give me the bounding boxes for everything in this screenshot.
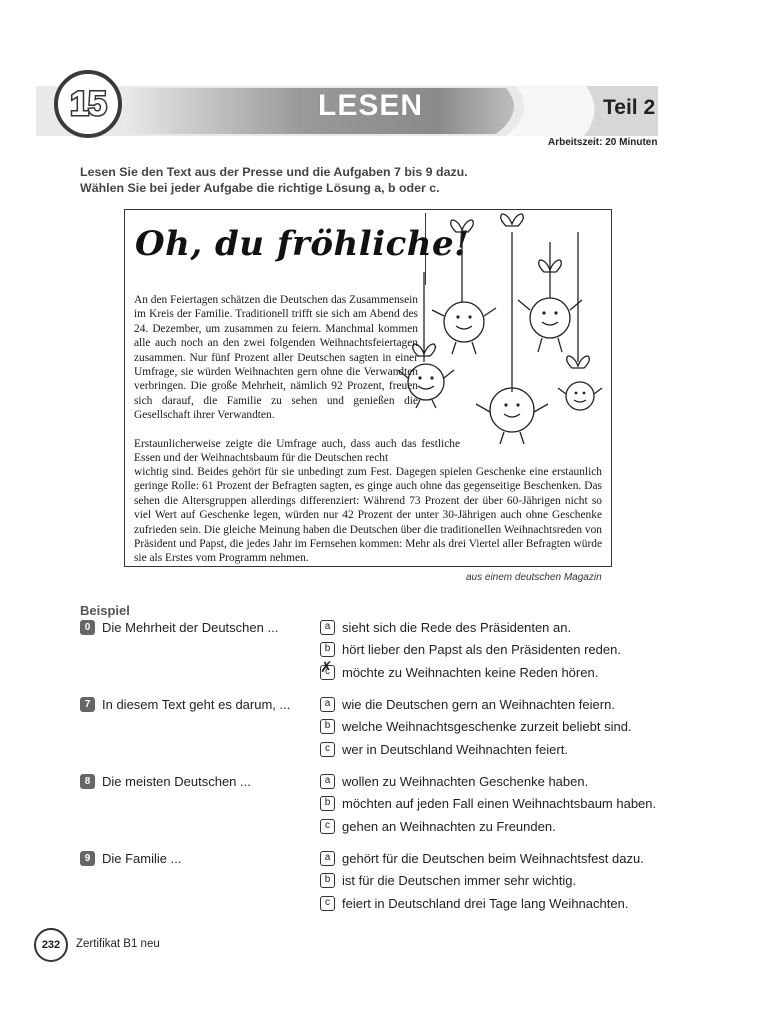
option-text: möchte zu Weihnachten keine Reden hören. <box>342 665 599 681</box>
article-paragraph: wichtig sind. Beides gehört für sie unbedingt zum Fest. Dagegen spielen Geschenke eine erstaunlich geringe Rolle: 61 Prozent der Befragten sagten, es ginge auch ohne das gegenseitige Beschenken. Das sehen die Altersgruppen allerdings differenziert: Während 73 Prozent der über 60-Jährigen nicht so viel Wert auf Geschenke legen, würden nur 42 Prozent der unter 30-Jährigen auch ohne Geschenke zufrieden sein. Die gleiche Meinung haben die Deutschen über die traditionellen Weihnachtsreden von Präsident und Papst, die jedes Jahr im Fernsehen kommen: Mehr als drei Viertel aller Befragten würde sie als Erstes vom Programm nehmen. <box>134 466 602 565</box>
example-label: Beispiel <box>80 603 130 618</box>
instruction-line: Wählen Sie bei jeder Aufgabe die richtige Lösung a, b oder c. <box>80 181 440 195</box>
option-letter-box[interactable]: b <box>320 796 335 811</box>
book-title: Zertifikat B1 neu <box>76 938 160 950</box>
unit-number: 15 <box>70 84 106 123</box>
option-text: gehen an Weihnachten zu Freunden. <box>342 819 556 835</box>
unit-number-badge <box>54 70 122 138</box>
option-text: welche Weihnachtsgeschenke zurzeit beliebt sind. <box>342 719 632 735</box>
option-text: feiert in Deutschland drei Tage lang Weihnachten. <box>342 896 629 912</box>
task-7-option-c[interactable] <box>320 741 568 757</box>
option-letter-box[interactable]: a <box>320 697 335 712</box>
task-0-option-b[interactable] <box>320 641 621 657</box>
task-0-option-a[interactable] <box>320 619 571 635</box>
task-number-badge: 8 <box>80 774 95 789</box>
option-text: wer in Deutschland Weihnachten feiert. <box>342 742 568 758</box>
option-letter-box-checked[interactable]: c ✗ <box>320 665 335 680</box>
working-time: Arbeitszeit: 20 Minuten <box>548 137 658 148</box>
option-text: wie die Deutschen gern an Weihnachten feiern. <box>342 697 615 713</box>
task-number-badge: 9 <box>80 851 95 866</box>
instruction-line: Lesen Sie den Text aus der Presse und die Aufgaben 7 bis 9 dazu. <box>80 165 468 179</box>
instructions <box>80 164 520 196</box>
section-title: LESEN <box>318 89 424 122</box>
task-9-stem <box>80 850 181 866</box>
option-letter-box[interactable]: a <box>320 851 335 866</box>
option-letter-box[interactable]: c <box>320 742 335 757</box>
option-letter-box[interactable]: b <box>320 719 335 734</box>
task-9-option-c[interactable] <box>320 895 628 911</box>
option-text: gehört für die Deutschen beim Weihnachtsfest dazu. <box>342 851 644 867</box>
option-text: möchten auf jeden Fall einen Weihnachtsbaum haben. <box>342 796 657 812</box>
option-letter-box[interactable]: c <box>320 819 335 834</box>
option-text: wollen zu Weihnachten Geschenke haben. <box>342 774 589 790</box>
task-0-stem <box>80 619 278 635</box>
option-letter-box[interactable]: b <box>320 642 335 657</box>
task-9-option-a[interactable] <box>320 850 644 866</box>
option-text: ist für die Deutschen immer sehr wichtig. <box>342 873 577 889</box>
task-8-option-c[interactable] <box>320 818 556 834</box>
task-7-stem <box>80 696 290 712</box>
task-stem: Die Familie ... <box>102 851 182 867</box>
task-7-option-b[interactable] <box>320 718 632 734</box>
option-text: sieht sich die Rede des Präsidenten an. <box>342 620 572 636</box>
task-0-option-c[interactable] <box>320 664 598 680</box>
task-8-option-b[interactable] <box>320 795 656 811</box>
option-letter-box[interactable]: b <box>320 873 335 888</box>
page-number: 232 <box>34 928 68 962</box>
article-title: Oh, du fröhliche! <box>135 224 470 264</box>
task-8-option-a[interactable] <box>320 773 588 789</box>
task-stem: Die meisten Deutschen ... <box>102 774 251 790</box>
task-number-badge: 0 <box>80 620 95 635</box>
task-number-badge: 7 <box>80 697 95 712</box>
article-paragraph: An den Feiertagen schätzen die Deutschen das Zusammensein im Kreis der Familie. Traditionell trifft sie sich am Abend des 24. Dezember, um zusammen zu feiern. Manchmal kommen alle auch noch an den zwei folgenden Weihnachtsfeiertagen zusammen. Nur fünf Prozent aller Deutschen sagten in einer Umfrage, sie würden Weihnachten gern ohne die Verwandten verbringen. Die große Mehrheit, nämlich 92 Prozent, freuen sich darauf, die Familie zu sehen und genießen die Gesellschaft ihrer Verwandten. <box>134 294 418 422</box>
task-8-stem <box>80 773 251 789</box>
article-paragraph: Erstaunlicherweise zeigte die Umfrage auch, dass auch das festliche Essen und der Weihnachtsbaum für die Deutschen recht <box>134 438 460 465</box>
task-7-option-a[interactable] <box>320 696 615 712</box>
option-letter-box[interactable]: c <box>320 896 335 911</box>
task-stem: In diesem Text geht es darum, ... <box>102 697 291 713</box>
part-label: Teil 2 <box>603 96 656 119</box>
article-source: aus einem deutschen Magazin <box>466 572 602 583</box>
option-letter-box[interactable]: a <box>320 774 335 789</box>
task-9-option-b[interactable] <box>320 872 576 888</box>
task-stem: Die Mehrheit der Deutschen ... <box>102 620 279 636</box>
option-text: hört lieber den Papst als den Präsidenten reden. <box>342 642 621 658</box>
option-letter-box[interactable]: a <box>320 620 335 635</box>
